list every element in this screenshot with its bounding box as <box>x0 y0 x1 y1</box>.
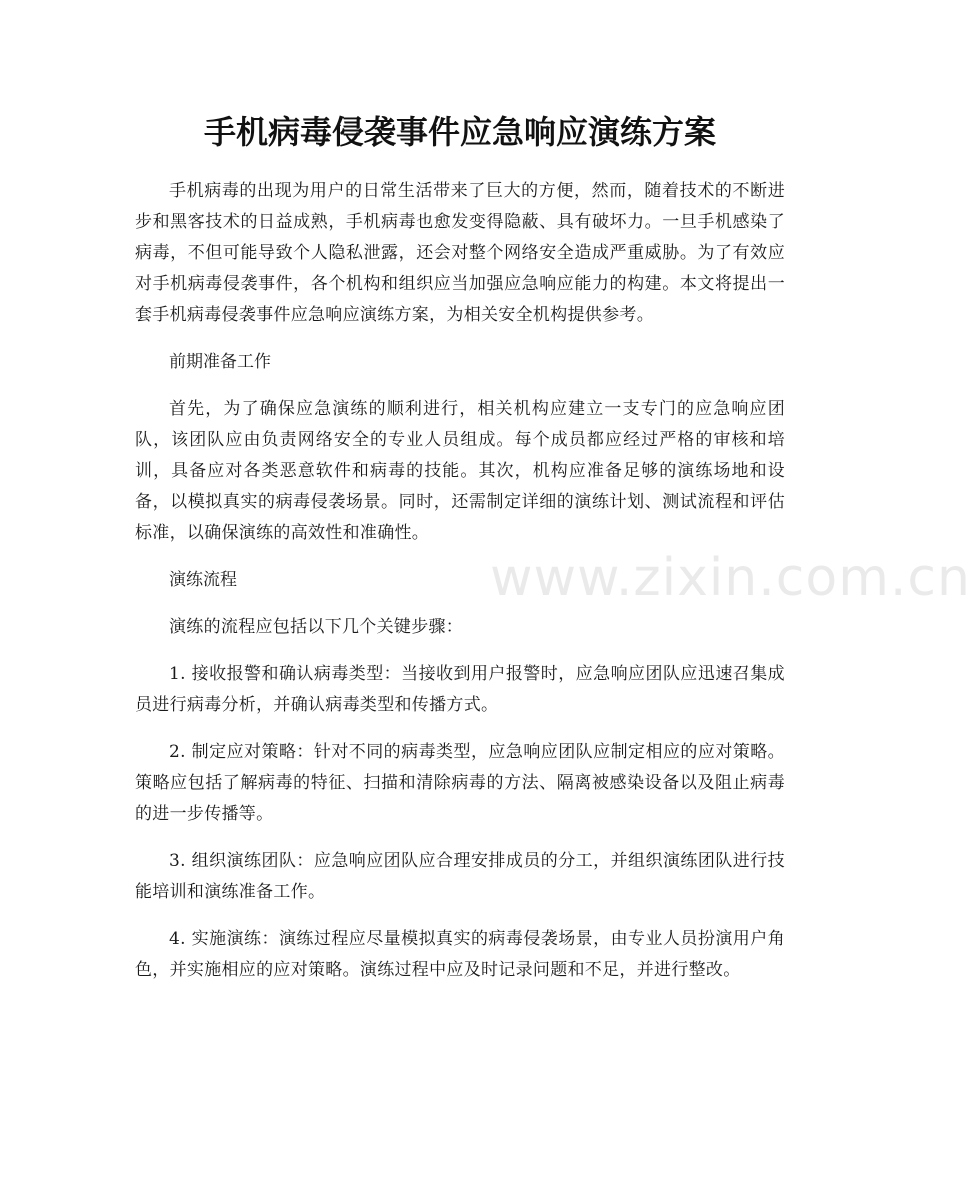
step-item: 4. 实施演练：演练过程应尽量模拟真实的病毒侵袭场景，由专业人员扮演用户角色，并实施相应的应对策略。演练过程中应及时记录问题和不足，并进行整改。 <box>135 929 785 980</box>
step-item: 1. 接收报警和确认病毒类型：当接收到用户报警时，应急响应团队应迅速召集成员进行病毒分析，并确认病毒类型和传播方式。 <box>135 664 785 715</box>
document-title: 手机病毒侵袭事件应急响应演练方案 <box>203 113 716 151</box>
intro-paragraph: 手机病毒的出现为用户的日常生活带来了巨大的方便，然而，随着技术的不断进步和黑客技术的日益成熟，手机病毒也愈发变得隐蔽、具有破坏力。一旦手机感染了病毒，不但可能导致个人隐私泄露，还会对整个网络安全造成严重威胁。为了有效应对手机病毒侵袭事件，各个机构和组织应当加强应急响应能力的构建。本文将提出一套手机病毒侵袭事件应急响应演练方案，为相关安全机构提供参考。 <box>135 181 785 325</box>
section-heading-preparation: 前期准备工作 <box>169 352 271 372</box>
process-lead-paragraph: 演练的流程应包括以下几个关键步骤： <box>169 617 464 637</box>
section-heading-process: 演练流程 <box>169 570 237 590</box>
watermark: www.zixin.com.cn <box>490 548 971 608</box>
preparation-paragraph: 首先，为了确保应急演练的顺利进行，相关机构应建立一支专门的应急响应团队，该团队应由负责网络安全的专业人员组成。每个成员都应经过严格的审核和培训，具备应对各类恶意软件和病毒的技能。其次，机构应准备足够的演练场地和设备，以模拟真实的病毒侵袭场景。同时，还需制定详细的演练计划、测试流程和评估标准，以确保演练的高效性和准确性。 <box>135 399 785 543</box>
document-body <box>135 176 785 986</box>
step-item: 3. 组织演练团队：应急响应团队应合理安排成员的分工，并组织演练团队进行技能培训和演练准备工作。 <box>135 851 785 902</box>
step-item: 2. 制定应对策略：针对不同的病毒类型，应急响应团队应制定相应的应对策略。策略应包括了解病毒的特征、扫描和清除病毒的方法、隔离被感染设备以及阻止病毒的进一步传播等。 <box>135 742 785 824</box>
